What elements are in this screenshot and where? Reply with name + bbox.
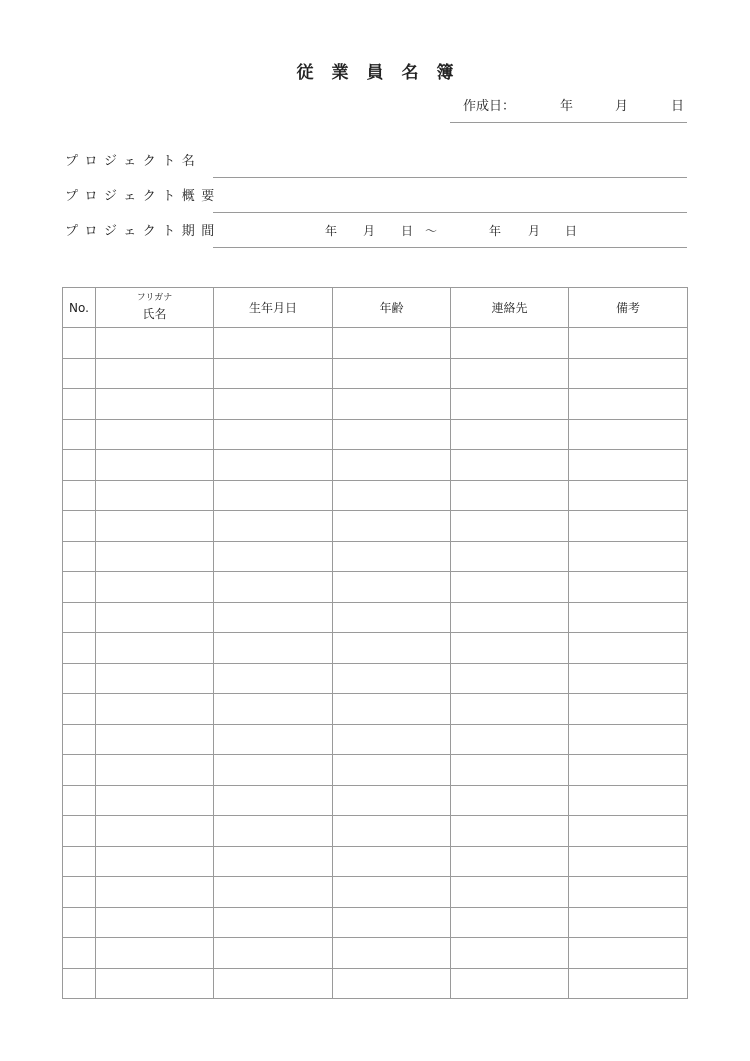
cell-no[interactable] [63, 968, 96, 999]
table-row [63, 663, 688, 694]
cell-remarks[interactable] [569, 602, 688, 633]
cell-contact[interactable] [451, 389, 569, 420]
cell-no[interactable] [63, 541, 96, 572]
header-name [96, 288, 214, 328]
cell-age[interactable] [333, 541, 451, 572]
cell-age[interactable] [333, 785, 451, 816]
cell-age[interactable] [333, 572, 451, 603]
cell-birthdate[interactable] [214, 358, 333, 389]
cell-no[interactable] [63, 389, 96, 420]
table-row [63, 785, 688, 816]
cell-name[interactable] [96, 694, 214, 725]
cell-remarks[interactable] [569, 633, 688, 664]
cell-no[interactable] [63, 755, 96, 786]
cell-remarks[interactable] [569, 785, 688, 816]
employee-table [62, 287, 688, 999]
cell-contact[interactable] [451, 938, 569, 969]
cell-age[interactable] [333, 938, 451, 969]
cell-name[interactable] [96, 663, 214, 694]
cell-age[interactable] [333, 968, 451, 999]
cell-remarks[interactable] [569, 846, 688, 877]
cell-contact[interactable] [451, 511, 569, 542]
cell-remarks[interactable] [569, 968, 688, 999]
cell-birthdate[interactable] [214, 328, 333, 359]
cell-contact[interactable] [451, 968, 569, 999]
cell-age[interactable] [333, 633, 451, 664]
table-row [63, 724, 688, 755]
cell-no[interactable] [63, 602, 96, 633]
created-date-label: 作成日： [463, 99, 516, 114]
project-name-row [65, 143, 687, 178]
cell-birthdate[interactable] [214, 663, 333, 694]
cell-remarks[interactable] [569, 724, 688, 755]
cell-contact[interactable] [451, 328, 569, 359]
cell-age[interactable] [333, 816, 451, 847]
table-row [63, 755, 688, 786]
cell-birthdate[interactable] [214, 480, 333, 511]
table-row [63, 572, 688, 603]
cell-no[interactable] [63, 572, 96, 603]
cell-name[interactable] [96, 328, 214, 359]
header-contact: 連絡先 [451, 288, 569, 328]
cell-age[interactable] [333, 480, 451, 511]
header-age: 年齢 [333, 288, 451, 328]
table-row [63, 694, 688, 725]
cell-name[interactable] [96, 358, 214, 389]
period-start-day-unit: 日 [401, 224, 414, 238]
cell-name[interactable] [96, 755, 214, 786]
cell-birthdate[interactable] [214, 389, 333, 420]
cell-no[interactable] [63, 938, 96, 969]
cell-birthdate[interactable] [214, 694, 333, 725]
cell-birthdate[interactable] [214, 724, 333, 755]
cell-age[interactable] [333, 328, 451, 359]
cell-remarks[interactable] [569, 389, 688, 420]
cell-birthdate[interactable] [214, 450, 333, 481]
cell-no[interactable] [63, 846, 96, 877]
cell-remarks[interactable] [569, 511, 688, 542]
period-start-month-unit: 月 [363, 224, 376, 238]
cell-remarks[interactable] [569, 877, 688, 908]
cell-contact[interactable] [451, 694, 569, 725]
project-summary-row [65, 178, 687, 213]
table-row [63, 602, 688, 633]
cell-birthdate[interactable] [214, 877, 333, 908]
cell-age[interactable] [333, 358, 451, 389]
cell-age[interactable] [333, 724, 451, 755]
cell-no[interactable] [63, 328, 96, 359]
cell-no[interactable] [63, 663, 96, 694]
header-furigana: フリガナ [136, 292, 173, 303]
cell-name[interactable] [96, 846, 214, 877]
cell-age[interactable] [333, 846, 451, 877]
cell-remarks[interactable] [569, 328, 688, 359]
cell-birthdate[interactable] [214, 938, 333, 969]
cell-birthdate[interactable] [214, 755, 333, 786]
cell-no[interactable] [63, 785, 96, 816]
table-row [63, 633, 688, 664]
cell-name[interactable] [96, 816, 214, 847]
project-summary-label: プロジェクト概要 [65, 189, 221, 204]
cell-name[interactable] [96, 633, 214, 664]
table-row [63, 541, 688, 572]
project-period-field[interactable] [213, 247, 687, 248]
cell-contact[interactable] [451, 358, 569, 389]
cell-no[interactable] [63, 358, 96, 389]
cell-no[interactable] [63, 877, 96, 908]
table-row [63, 328, 688, 359]
created-day-unit: 日 [671, 99, 685, 114]
cell-name[interactable] [96, 877, 214, 908]
period-end-year-unit: 年 [489, 224, 502, 238]
table-header-row [63, 288, 688, 328]
project-period-row [65, 213, 687, 248]
cell-age[interactable] [333, 877, 451, 908]
cell-name[interactable] [96, 724, 214, 755]
cell-contact[interactable] [451, 572, 569, 603]
cell-birthdate[interactable] [214, 419, 333, 450]
cell-age[interactable] [333, 602, 451, 633]
cell-contact[interactable] [451, 877, 569, 908]
cell-birthdate[interactable] [214, 602, 333, 633]
cell-no[interactable] [63, 511, 96, 542]
cell-contact[interactable] [451, 633, 569, 664]
cell-age[interactable] [333, 450, 451, 481]
created-month-unit: 月 [615, 99, 629, 114]
cell-name[interactable] [96, 785, 214, 816]
header-name-label: 氏名 [142, 306, 167, 321]
cell-no[interactable] [63, 633, 96, 664]
project-name-label: プロジェクト名 [65, 154, 202, 169]
cell-contact[interactable] [451, 724, 569, 755]
cell-no[interactable] [63, 816, 96, 847]
cell-birthdate[interactable] [214, 907, 333, 938]
cell-name[interactable] [96, 541, 214, 572]
cell-remarks[interactable] [569, 480, 688, 511]
cell-birthdate[interactable] [214, 572, 333, 603]
header-birthdate: 生年月日 [214, 288, 333, 328]
cell-remarks[interactable] [569, 907, 688, 938]
cell-name[interactable] [96, 572, 214, 603]
period-end-day-unit: 日 [565, 224, 578, 238]
cell-name[interactable] [96, 480, 214, 511]
cell-name[interactable] [96, 938, 214, 969]
cell-contact[interactable] [451, 785, 569, 816]
table-row [63, 907, 688, 938]
cell-age[interactable] [333, 663, 451, 694]
cell-birthdate[interactable] [214, 846, 333, 877]
cell-age[interactable] [333, 389, 451, 420]
cell-contact[interactable] [451, 846, 569, 877]
cell-remarks[interactable] [569, 938, 688, 969]
cell-age[interactable] [333, 694, 451, 725]
table-row [63, 389, 688, 420]
cell-no[interactable] [63, 694, 96, 725]
cell-no[interactable] [63, 419, 96, 450]
cell-name[interactable] [96, 450, 214, 481]
cell-remarks[interactable] [569, 450, 688, 481]
cell-birthdate[interactable] [214, 511, 333, 542]
cell-no[interactable] [63, 907, 96, 938]
header-remarks: 備考 [569, 288, 688, 328]
cell-contact[interactable] [451, 450, 569, 481]
cell-birthdate[interactable] [214, 541, 333, 572]
table-row [63, 938, 688, 969]
cell-name[interactable] [96, 511, 214, 542]
cell-no[interactable] [63, 450, 96, 481]
cell-name[interactable] [96, 907, 214, 938]
cell-contact[interactable] [451, 663, 569, 694]
cell-remarks[interactable] [569, 358, 688, 389]
cell-no[interactable] [63, 480, 96, 511]
cell-age[interactable] [333, 511, 451, 542]
table-row [63, 846, 688, 877]
table-row [63, 358, 688, 389]
cell-contact[interactable] [451, 541, 569, 572]
cell-contact[interactable] [451, 755, 569, 786]
table-row [63, 419, 688, 450]
cell-name[interactable] [96, 389, 214, 420]
table-row [63, 816, 688, 847]
cell-birthdate[interactable] [214, 816, 333, 847]
cell-remarks[interactable] [569, 663, 688, 694]
table-row [63, 968, 688, 999]
cell-name[interactable] [96, 968, 214, 999]
project-period-label: プロジェクト期間 [65, 224, 221, 239]
cell-age[interactable] [333, 419, 451, 450]
cell-remarks[interactable] [569, 755, 688, 786]
cell-contact[interactable] [451, 602, 569, 633]
period-end-month-unit: 月 [528, 224, 541, 238]
cell-name[interactable] [96, 602, 214, 633]
cell-birthdate[interactable] [214, 633, 333, 664]
cell-remarks[interactable] [569, 572, 688, 603]
period-start-year-unit: 年 [325, 224, 338, 238]
table-row [63, 450, 688, 481]
header-no: No. [63, 288, 96, 328]
cell-name[interactable] [96, 419, 214, 450]
created-year-unit: 年 [560, 99, 574, 114]
cell-contact[interactable] [451, 816, 569, 847]
cell-remarks[interactable] [569, 541, 688, 572]
cell-contact[interactable] [451, 419, 569, 450]
cell-contact[interactable] [451, 480, 569, 511]
cell-age[interactable] [333, 755, 451, 786]
table-body [63, 328, 688, 999]
cell-remarks[interactable] [569, 816, 688, 847]
cell-age[interactable] [333, 907, 451, 938]
page-title: 従業員名簿 [296, 63, 472, 83]
cell-birthdate[interactable] [214, 968, 333, 999]
table-row [63, 511, 688, 542]
cell-remarks[interactable] [569, 694, 688, 725]
period-tilde: ～ [425, 224, 438, 238]
cell-no[interactable] [63, 724, 96, 755]
created-date-field[interactable] [450, 92, 687, 123]
table-row [63, 877, 688, 908]
cell-contact[interactable] [451, 907, 569, 938]
table-row [63, 480, 688, 511]
cell-birthdate[interactable] [214, 785, 333, 816]
cell-remarks[interactable] [569, 419, 688, 450]
